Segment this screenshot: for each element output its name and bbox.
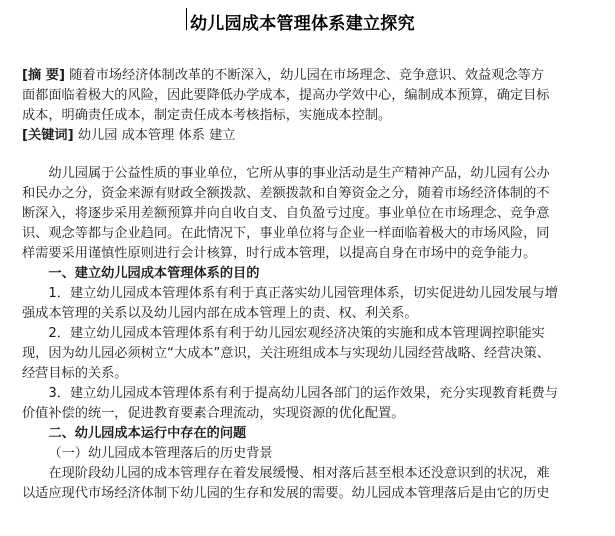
paragraph-point-1 — [22, 284, 601, 324]
section-heading-2: 二、幼儿园成本运行中存在的问题 — [48, 426, 247, 441]
paragraph-line: 以适应现代市场经济体制下幼儿园的生存和发展的需要。幼儿园成本管理落后是由它的历史 — [22, 486, 550, 501]
paragraph-line: 强成本管理的关系以及幼儿园内部在成本管理上的责、权、利关系。 — [22, 306, 418, 321]
subsection-heading-1: （一）幼儿园成本管理落后的历史背景 — [48, 446, 273, 461]
paragraph-intro — [22, 164, 601, 264]
abstract-line-1: [摘 要] 随着市场经济体制改革的不断深入，幼儿园在市场理念、竞争意识、效益观念等方 — [22, 68, 544, 83]
paragraph-line: 样需要采用谨慎性原则进行会计核算，时行成本管理，以提高自身在市场中的竞争能力。 — [22, 246, 537, 261]
section-heading-1: 一、建立幼儿园成本管理体系的目的 — [48, 266, 260, 281]
paragraph-line: 识、观念等都与企业趋同。在此情况下，事业单位将与企业一样面临着极大的市场风险，同 — [22, 226, 550, 241]
abstract-line-3: 成本，明确责任成本，制定责任成本考核指标，实施成本控制。 — [22, 108, 392, 123]
abstract-tag: [摘 要] — [22, 68, 66, 83]
paragraph-point-3 — [22, 384, 601, 424]
paragraph-line: 断深入，将逐步采用差额预算并向自收自支、自负盈亏过度。事业单位在市场理念、竞争意 — [22, 206, 550, 221]
paragraph-line: 1．建立幼儿园成本管理体系有利于真正落实幼儿园管理体系，切实促进幼儿园发展与增 — [48, 286, 558, 301]
paragraph-line: 3．建立幼儿园成本管理体系有利于提高幼儿园各部门的运作效果，充分实现教育耗费与 — [48, 386, 558, 401]
abstract[interactable] — [22, 66, 601, 126]
paragraph-line: 在现阶段幼儿园的成本管理存在着发展缓慢、相对落后甚至根本还没意识到的状况，难 — [48, 466, 550, 481]
text-cursor — [186, 8, 187, 30]
paragraph-point-2 — [22, 324, 601, 384]
keywords[interactable] — [22, 126, 601, 146]
paragraph-line: 现，因为幼儿园必须树立“大成本”意识，关注班组成本与实现幼儿园经营战略、经营决策、 — [22, 346, 550, 361]
paragraph-line: 和民办之分，资金来源有财政全额拨款、差额拨款和自筹资金之分，随着市场经济体制的不 — [22, 186, 550, 201]
paragraph-line: 2．建立幼儿园成本管理体系有利于幼儿园宏观经济决策的实施和成本管理调控职能实 — [48, 326, 545, 341]
paragraph-line: 经营目标的关系。 — [22, 366, 128, 381]
abstract-line-2: 面都面临着极大的风险，因此要降低办学成本，提高办学效中心，编制成本预算，确定目标 — [22, 88, 550, 103]
keywords-tag: [关键词] — [22, 128, 74, 143]
paragraph-line: 价值补偿的统一，促进教育要素合理流动，实现资源的优化配置。 — [22, 406, 405, 421]
paragraph-background — [22, 464, 601, 504]
title-row — [22, 0, 601, 40]
keywords-text: 幼儿园 成本管理 体系 建立 — [77, 128, 236, 143]
body-text[interactable] — [22, 164, 601, 504]
paragraph-line: 幼儿园属于公益性质的事业单位，它所从事的事业活动是生产精神产品，幼儿园有公办 — [48, 166, 550, 181]
document-title[interactable]: 幼儿园成本管理体系建立探究 — [190, 14, 415, 34]
